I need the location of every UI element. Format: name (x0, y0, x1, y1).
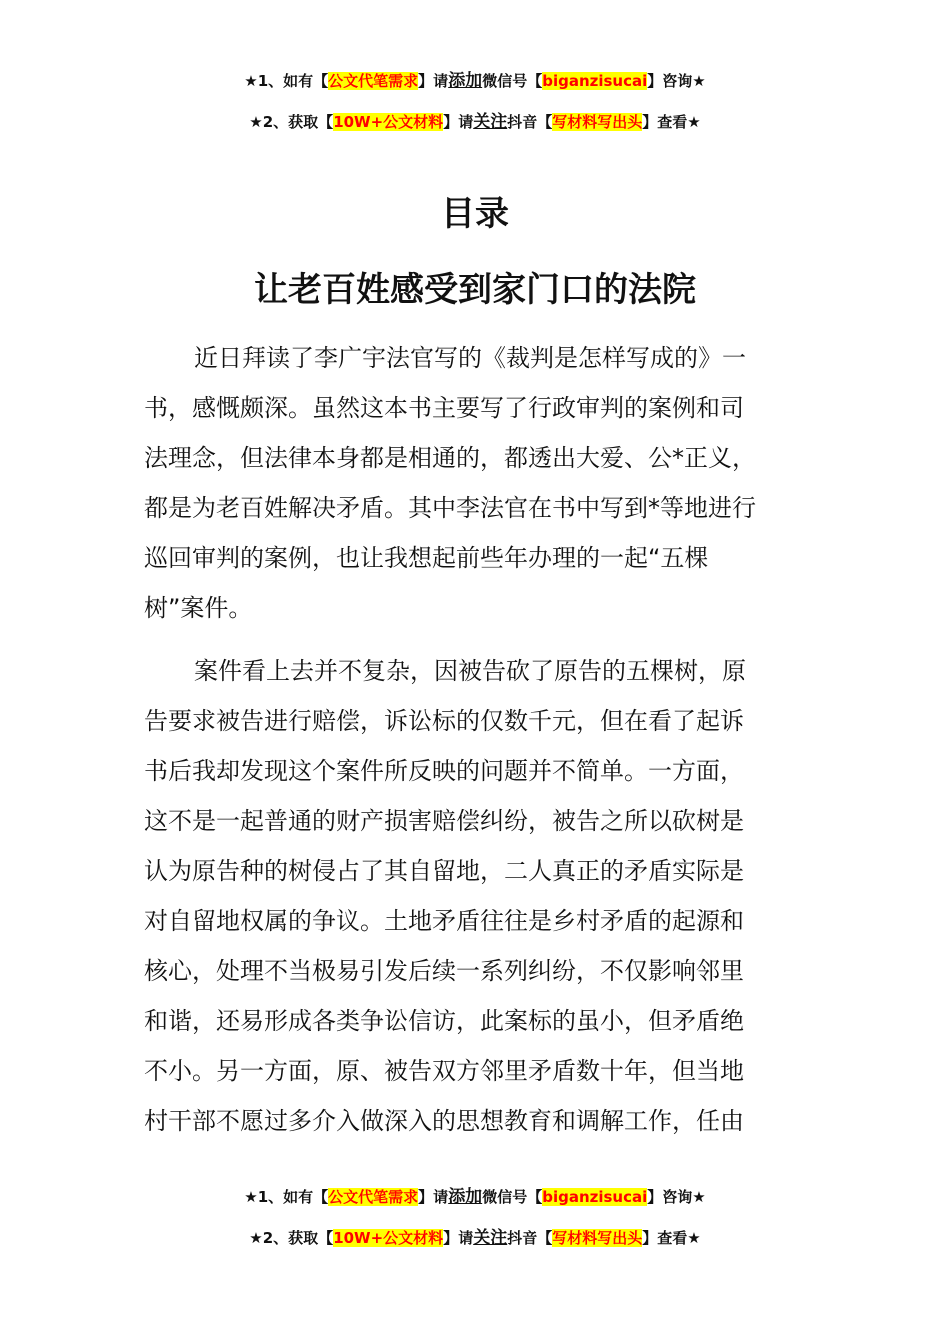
banner-highlight: biganzisucai (542, 1188, 648, 1206)
banner-emphasis: 关注 (473, 1228, 508, 1248)
promo-banner-footer-line-1 (0, 1186, 950, 1208)
banner-highlight: 写材料写出头 (552, 113, 643, 131)
banner-highlight: 公文代笔需求 (328, 1188, 419, 1206)
banner-emphasis: 添加 (448, 1187, 483, 1207)
banner-text: ★2、获取【 (249, 1229, 334, 1247)
paragraph-line: 不小。另一方面，原、被告双方邻里矛盾数十年，但当地 (144, 1057, 744, 1085)
paragraph-line: 法理念，但法律本身都是相通的，都透出大爱、公*正义， (144, 444, 756, 472)
article-title: 让老百姓感受到家门口的法院 (254, 270, 696, 310)
banner-text: 抖音【 (507, 1229, 553, 1247)
paragraph-line: 近日拜读了李广宇法官写的《裁判是怎样写成的》一 (194, 344, 746, 372)
paragraph-line: 这不是一起普通的财产损害赔偿纠纷，被告之所以砍树是 (144, 807, 744, 835)
promo-banner-footer-line-2 (0, 1227, 950, 1249)
banner-text: 抖音【 (507, 113, 553, 131)
banner-text: 】请 (443, 1229, 474, 1247)
banner-text: 】请 (418, 72, 449, 90)
banner-text: 】咨询★ (647, 1188, 706, 1206)
banner-highlight: 10W+公文材料 (333, 1229, 444, 1247)
paragraph-line: 和谐，还易形成各类争讼信访，此案标的虽小，但矛盾绝 (144, 1007, 744, 1035)
toc-heading: 目录 (441, 194, 509, 234)
paragraph-line: 案件看上去并不复杂，因被告砍了原告的五棵树，原 (194, 657, 746, 685)
paragraph-line: 对自留地权属的争议。土地矛盾往往是乡村矛盾的起源和 (144, 907, 744, 935)
banner-highlight: 10W+公文材料 (333, 113, 444, 131)
banner-text: 】请 (418, 1188, 449, 1206)
banner-emphasis: 添加 (448, 71, 483, 91)
banner-text: 微信号【 (482, 72, 543, 90)
banner-highlight: 写材料写出头 (552, 1229, 643, 1247)
banner-highlight: 公文代笔需求 (328, 72, 419, 90)
paragraph-line: 书后我却发现这个案件所反映的问题并不简单。一方面， (144, 757, 744, 785)
banner-text: 】咨询★ (647, 72, 706, 90)
banner-text: ★2、获取【 (249, 113, 334, 131)
paragraph-line: 认为原告种的树侵占了其自留地，二人真正的矛盾实际是 (144, 857, 744, 885)
paragraph-line: 告要求被告进行赔偿，诉讼标的仅数千元，但在看了起诉 (144, 707, 744, 735)
paragraph-1 (144, 333, 806, 633)
paragraph-line: 树”案件。 (144, 594, 253, 622)
banner-emphasis: 关注 (473, 112, 508, 132)
banner-highlight: biganzisucai (542, 72, 648, 90)
paragraph-line: 巡回审判的案例，也让我想起前些年办理的一起“五棵 (144, 544, 709, 572)
promo-banner-line-1 (0, 70, 950, 92)
banner-text: 】查看★ (642, 113, 701, 131)
paragraph-2 (144, 646, 806, 1146)
paragraph-line: 核心，处理不当极易引发后续一系列纠纷，不仅影响邻里 (144, 957, 744, 985)
paragraph-line: 书，感慨颇深。虽然这本书主要写了行政审判的案例和司 (144, 394, 744, 422)
banner-text: ★1、如有【 (244, 72, 329, 90)
banner-text: 】查看★ (642, 1229, 701, 1247)
banner-text: 微信号【 (482, 1188, 543, 1206)
banner-text: ★1、如有【 (244, 1188, 329, 1206)
paragraph-line: 都是为老百姓解决矛盾。其中李法官在书中写到*等地进行 (144, 494, 756, 522)
promo-banner-line-2 (0, 111, 950, 133)
paragraph-line: 村干部不愿过多介入做深入的思想教育和调解工作，任由 (144, 1107, 744, 1135)
banner-text: 】请 (443, 113, 474, 131)
